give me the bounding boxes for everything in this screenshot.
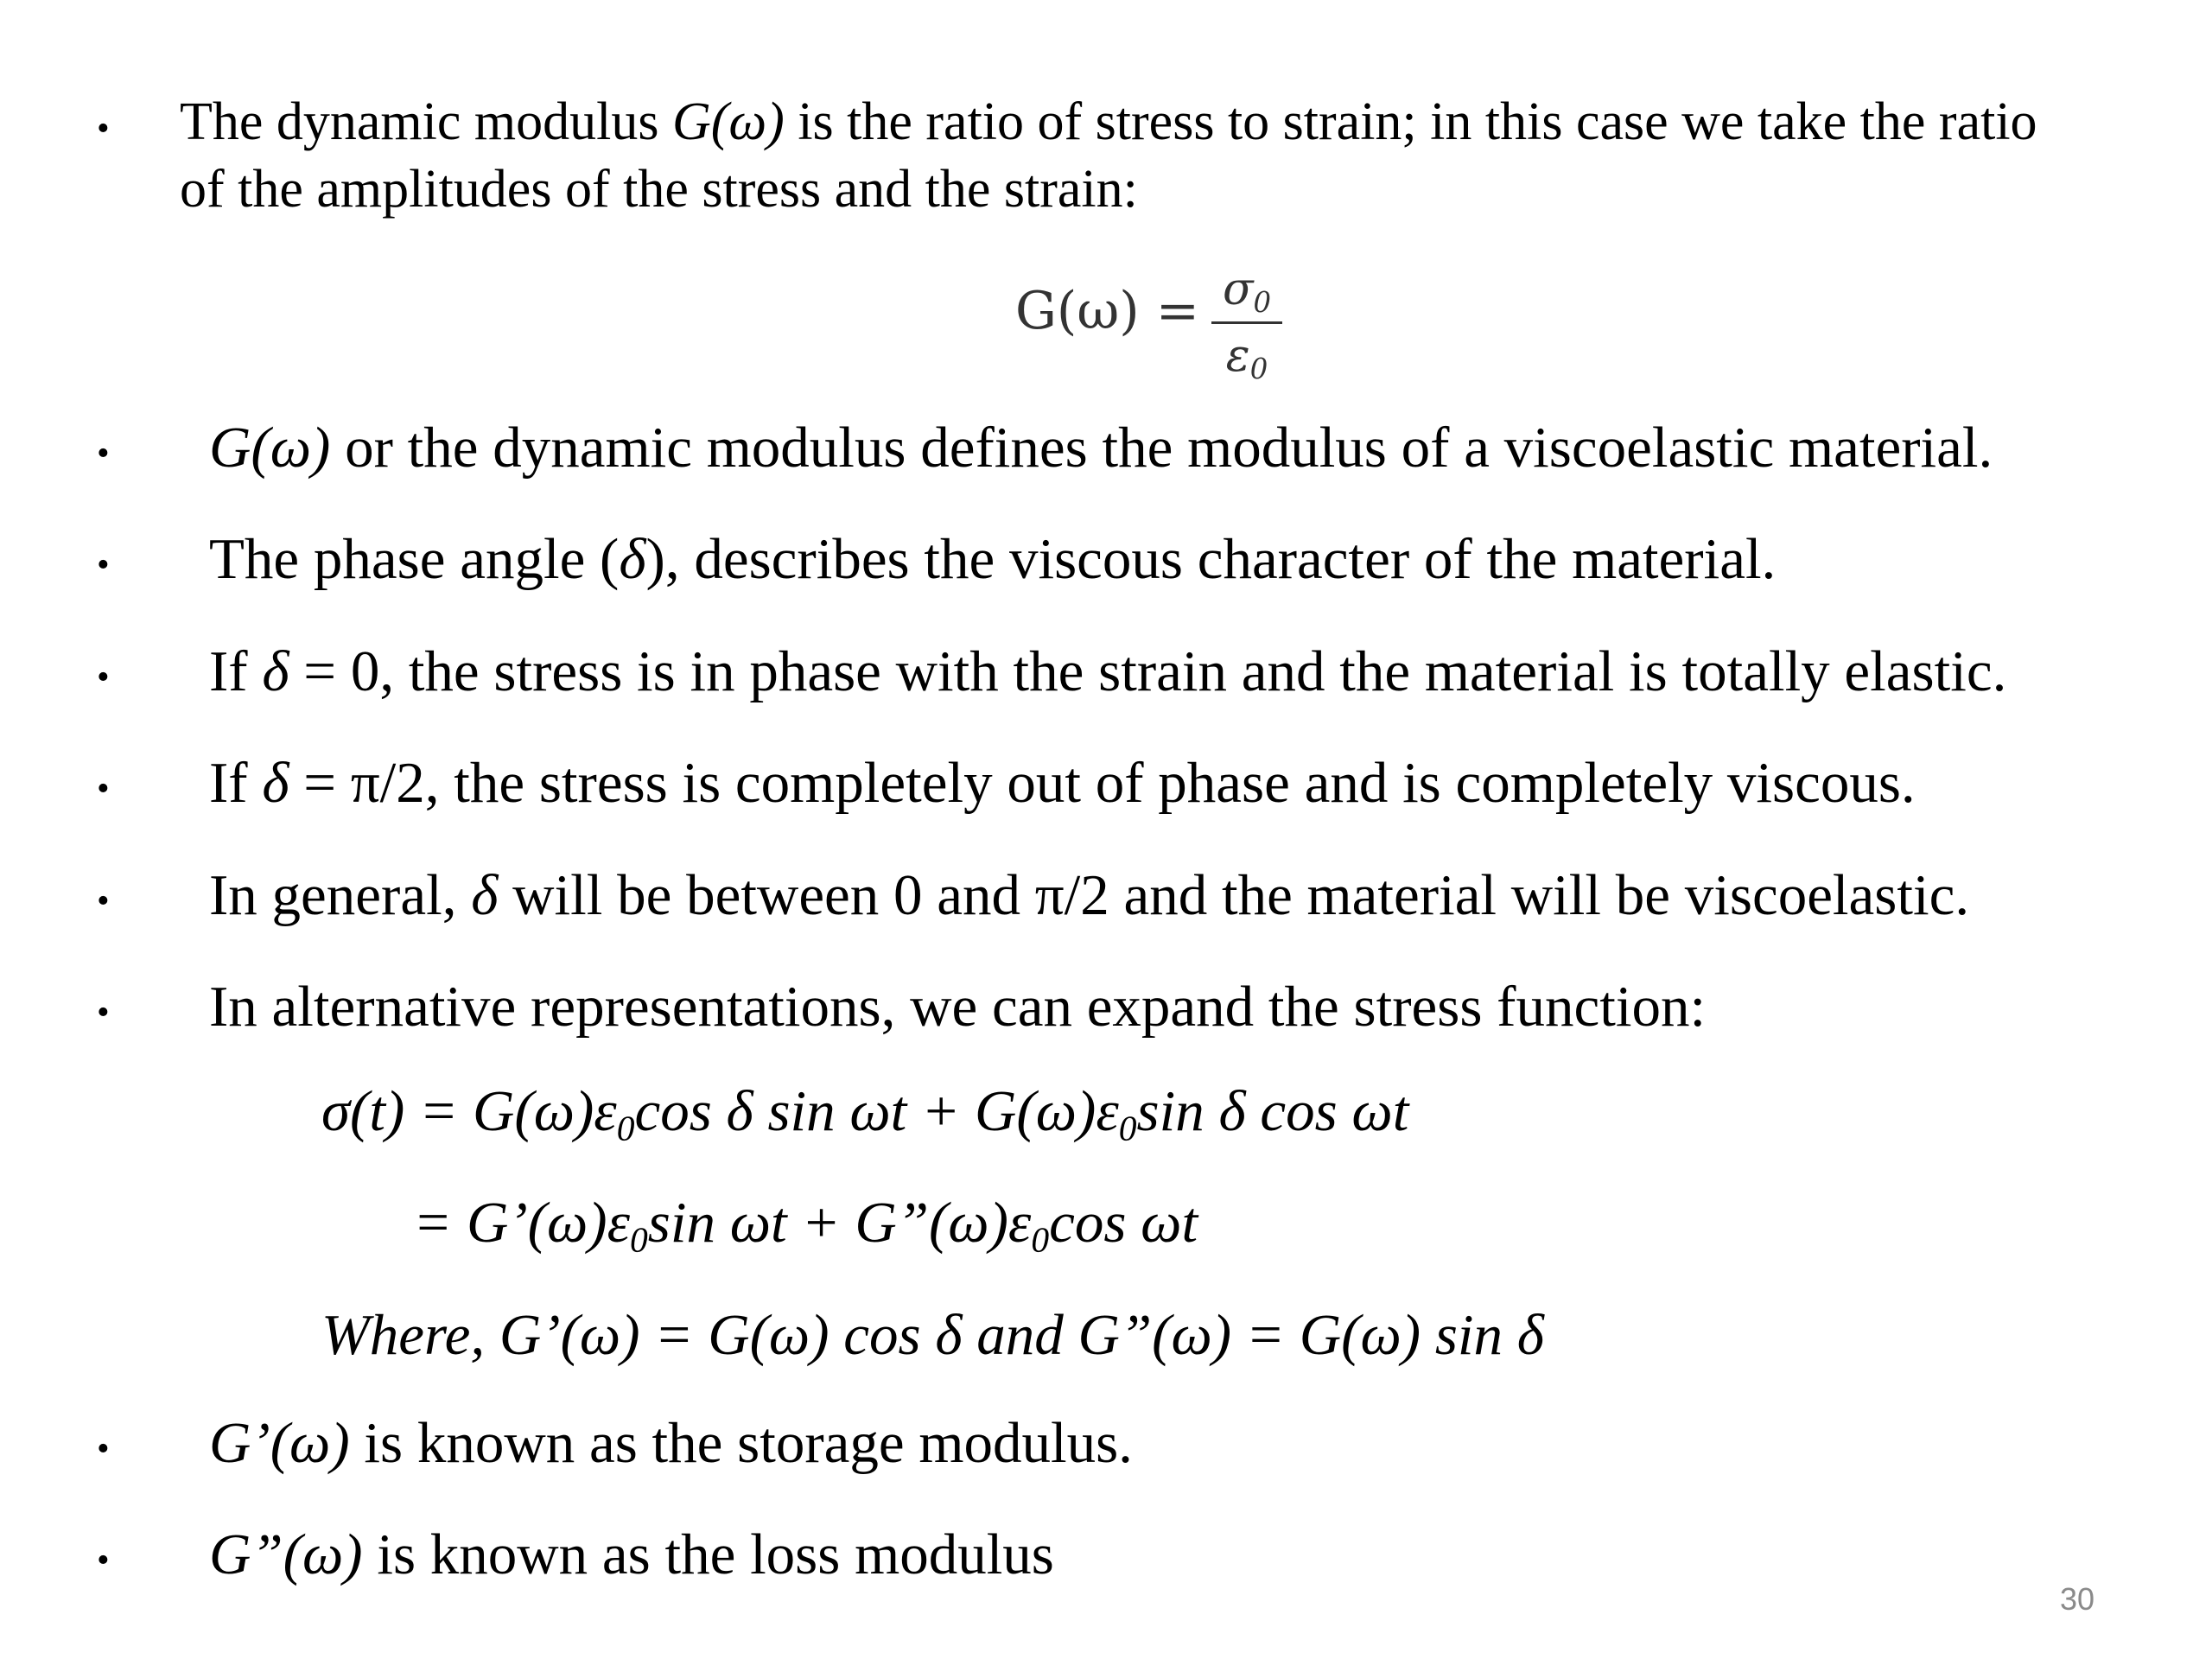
intro-line-1 — [180, 88, 2037, 156]
fraction-bar — [1211, 321, 1282, 324]
g-omega-symbol: G(ω) — [671, 92, 785, 151]
bullet-marker: • — [97, 881, 110, 921]
bullet-marker: • — [97, 769, 110, 809]
bullet-marker: • — [97, 434, 110, 474]
bullet-text: G’(ω) is known as the storage modulus. — [209, 1411, 1133, 1475]
bullet-text: In alternative representations, we can expand the stress function: — [209, 975, 1707, 1039]
bullet-marker: • — [97, 1541, 110, 1580]
bullet-marker: • — [97, 658, 110, 697]
bullet-text: G(ω) or the dynamic modulus defines the modulus of a viscoelastic material. — [209, 416, 1993, 480]
bullet-text: The phase angle (δ), describes the viscous character of the material. — [209, 527, 1777, 591]
intro-text: The dynamic modulus — [180, 92, 672, 151]
moduli-definition: Where, G’(ω) = G(ω) cos δ and G”(ω) = G(ω) sin δ — [321, 1303, 1544, 1367]
bullet-marker: • — [97, 993, 110, 1033]
fraction-numerator: $\sigma_0$ — [1222, 264, 1271, 320]
intro-line-2: of the amplitudes of the stress and the strain: — [180, 160, 1138, 219]
bullet-marker: • — [97, 545, 110, 585]
stress-equation-1: $\sigma(t) = G(\omega)\varepsilon_0\cos$ δ $\sin \omega t + G(\omega)\varepsilon_0\sin$ δ cos ωt — [321, 1079, 1409, 1148]
equation-fraction — [1211, 259, 1282, 386]
fraction-denominator: $\varepsilon_0$ — [1225, 330, 1268, 386]
page-number: 30 — [2060, 1581, 2095, 1617]
bullet-text: G”(ω) is known as the loss modulus — [209, 1522, 1054, 1586]
bullet-text: If δ = 0, the stress is in phase with the strain and the material is totally elastic. — [209, 639, 2007, 703]
bullet-text: If δ = π/2, the stress is completely out of phase and is completely viscous. — [209, 751, 1916, 815]
equation-lhs: G(ω) = — [1015, 281, 1200, 341]
bullet-marker: • — [97, 109, 110, 149]
bullet-text: In general, δ will be between 0 and π/2 and the material will be viscoelastic. — [209, 863, 1970, 927]
stress-equation-2: = $G’(\omega)\varepsilon_0\sin$ $\omega t + G”(\omega)\varepsilon_0\cos$ ωt — [413, 1191, 1198, 1260]
intro-text-rest: is the ratio of stress to strain; in this case we take the ratio — [784, 92, 2037, 151]
bullet-marker: • — [97, 1429, 110, 1469]
